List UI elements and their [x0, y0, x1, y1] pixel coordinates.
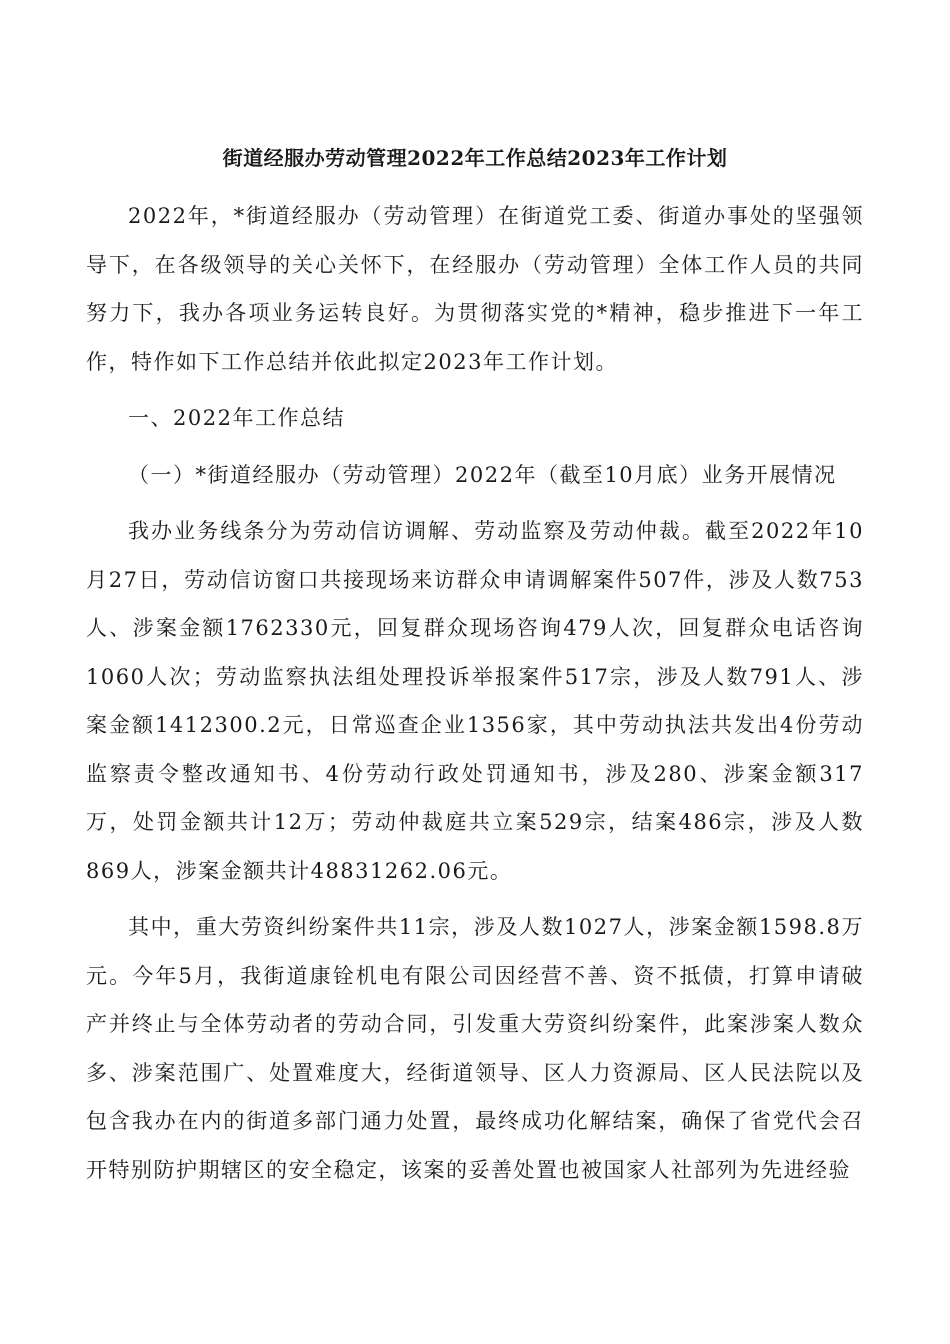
major-cases-paragraph: 其中，重大劳资纠纷案件共11宗，涉及人数1027人，涉案金额1598.8万元。今年5月，我街道康铨机电有限公司因经营不善、资不抵债，打算申请破产并终止与全体劳动者的劳动合同，引发重大劳资纠纷案件，此案涉案人数众多、涉案范围广、处置难度大，经街道领导、区人力资源局、区人民法院以及包含我办在内的街道多部门通力处置，最终成功化解结案，确保了省党代会召开特别防护期辖区的安全稳定，该案的妥善处置也被国家人社部列为先进经验: [86, 915, 864, 1182]
section-heading: 一、2022年工作总结: [128, 406, 345, 430]
business-paragraph: 我办业务线条分为劳动信访调解、劳动监察及劳动仲裁。截至2022年10月27日，劳动信访窗口共接现场来访群众申请调解案件507件，涉及人数753人、涉案金额1762330元，回复群众现场咨询479人次，回复群众电话咨询1060人次；劳动监察执法组处理投诉举报案件517宗，涉及人数791人、涉案金额1412300.2元，日常巡查企业1356家，其中劳动执法共发出4份劳动监察责令整改通知书、4份劳动行政处罚通知书，涉及280、涉案金额317万，处罚金额共计12万；劳动仲裁庭共立案529宗，结案486宗，涉及人数869人，涉案金额共计48831262.06元。: [86, 519, 864, 883]
subsection-heading: （一）*街道经服办（劳动管理）2022年（截至10月底）业务开展情况: [128, 462, 837, 487]
intro-paragraph: 2022年，*街道经服办（劳动管理）在街道党工委、街道办事处的坚强领导下，在各级领导的关心关怀下，在经服办（劳动管理）全体工作人员的共同努力下，我办各项业务运转良好。为贯彻落实党的*精神，稳步推进下一年工作，特作如下工作总结并依此拟定2023年工作计划。: [86, 204, 864, 374]
document-title: 街道经服办劳动管理2022年工作总结2023年工作计划: [222, 146, 728, 170]
document-page: [86, 138, 864, 1194]
